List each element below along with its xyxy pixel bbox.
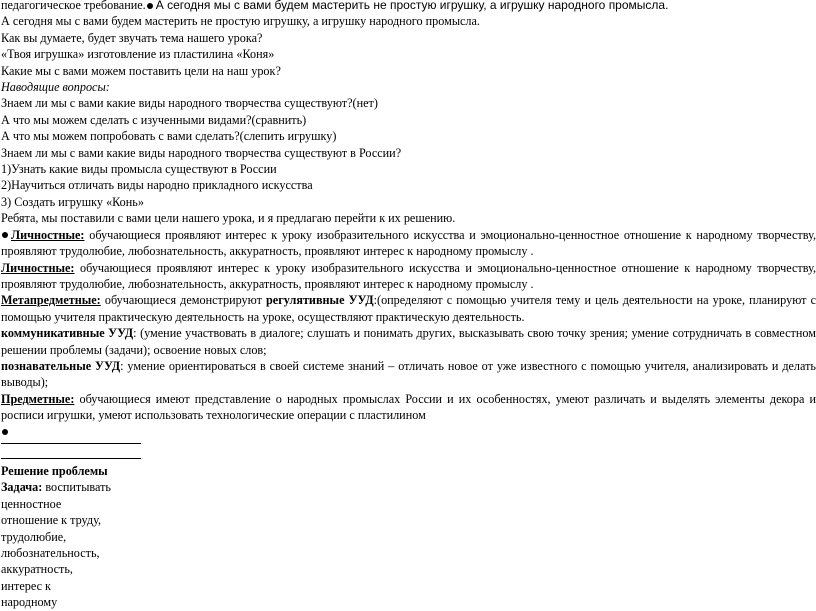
personal-results-2 <box>0 260 816 293</box>
regulative-label: регулятивные УУД <box>266 293 374 308</box>
communicative-results <box>0 325 816 358</box>
line-9: А что мы можем попробовать с вами сделать?(слепить игрушку) <box>1 129 337 144</box>
bullet-icon <box>2 429 8 435</box>
subject-results <box>0 391 816 424</box>
solution-heading: Решение проблемы <box>1 463 108 478</box>
line-14: Ребята, мы поставили с вами цели нашего урока, и я предлагаю перейти к их решению. <box>1 211 456 226</box>
line-1-start: педагогическое требование. <box>1 0 146 12</box>
personal-results-1 <box>0 227 816 260</box>
cognitive-results <box>0 358 816 391</box>
subject-label: Предметные: <box>1 391 75 406</box>
line-2: А сегодня мы с вами будем мастерить не простую игрушку, а игрушку народного промысла. <box>1 14 480 29</box>
communicative-text: : (умение участвовать в диалоге; слушать и понимать других, высказывать свою точку зрения; умение сотрудничать в совместном решении проблемы (задачи); освоение новых слов; <box>1 326 816 357</box>
line-4: «Твоя игрушка» изготовление из пластилина «Коня» <box>1 47 275 62</box>
task-label: Задача: <box>1 480 43 495</box>
line-7: Знаем ли мы с вами какие виды народного творчества существуют?(нет) <box>1 96 378 111</box>
line-8: А что мы можем сделать с изученными видами?(сравнить) <box>1 112 307 127</box>
goal-1: 1)Узнать какие виды промысла существуют в России <box>1 162 277 177</box>
line-1 <box>0 0 816 13</box>
task-line-4: любознательность, <box>1 546 100 560</box>
goal-2: 2)Научиться отличать виды народно прикладного искусства <box>1 178 313 193</box>
task-line-0 <box>0 479 816 495</box>
task-line-1: ценностное <box>1 496 62 511</box>
bullet-icon <box>2 232 8 238</box>
divider <box>1 458 141 459</box>
task-line-3: трудолюбие, <box>1 529 67 544</box>
cognitive-label: познавательные УУД <box>1 358 121 373</box>
metasubject-results <box>0 292 816 325</box>
personal-text: обучающиеся проявляют интерес к уроку изобразительного искусства и эмоционально-ценностное отношение к народному творчеству, проявляют трудолюбие, любознательность, аккуратность, проявляют интерес к народному промыслу . <box>1 260 816 291</box>
personal-text: обучающиеся проявляют интерес к уроку изобразительного искусства и эмоционально-ценностное отношение к народному творчеству, проявляют трудолюбие, любознательность, аккуратность, проявляют интерес к народному промыслу . <box>1 227 816 259</box>
metasubject-text: обучающиеся демонстрируют <box>100 293 266 308</box>
empty-bullet-line <box>0 424 816 440</box>
line-10: Знаем ли мы с вами какие виды народного творчества существуют в России? <box>1 145 402 160</box>
bullet-icon <box>147 3 153 9</box>
personal-label: Личностные: <box>1 260 75 275</box>
metasubject-label: Метапредметные: <box>1 293 101 308</box>
line-3: Как вы думаете, будет звучать тема нашего урока? <box>1 30 263 45</box>
personal-label: Личностные: <box>11 227 85 242</box>
line-1-end: А сегодня мы с вами будем мастерить не простую игрушку, а игрушку народного промысла. <box>155 0 669 12</box>
goal-3: 3) Создать игрушку «Конь» <box>1 194 144 209</box>
cognitive-text: : умение ориентироваться в своей системе знаний – отличать новое от уже известного с помощью учителя, анализировать и делать выводы); <box>1 358 816 390</box>
task-line-5: аккуратность, <box>1 562 73 577</box>
regulative-text: :(определяют с помощью учителя тему и цель деятельности на уроке, планируют с помощью учителя практическую деятельность на уроке, осуществляют практическую деятельность. <box>1 293 816 324</box>
task-line-7: народному <box>1 595 58 610</box>
leading-questions-heading: Наводящие вопросы: <box>1 80 110 95</box>
task-line-2: отношение к труду, <box>1 513 101 528</box>
divider <box>1 443 141 444</box>
communicative-label: коммуникативные УУД <box>1 326 134 341</box>
subject-text: обучающиеся имеют представление о народных промыслах России и их особенностях, умеют различать и выделять элементы декора и росписи игрушки, умеют использовать технологические операции с пластилином <box>1 391 816 423</box>
line-5: Какие мы с вами можем поставить цели на наш урок? <box>1 63 281 78</box>
task-text: воспитывать <box>45 480 111 495</box>
task-line-6: интерес к <box>1 578 51 593</box>
